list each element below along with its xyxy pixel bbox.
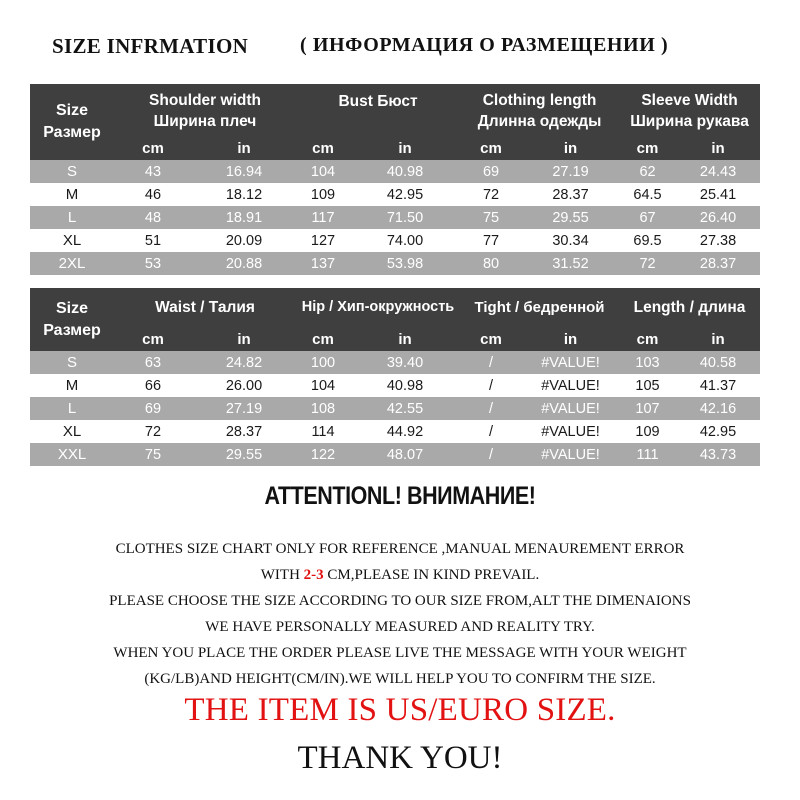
table-cell: 75 — [460, 206, 522, 229]
unit-label: in — [237, 330, 251, 348]
col-group-waist — [114, 288, 296, 327]
table-cell: 72 — [460, 183, 522, 206]
table-cell: #VALUE! — [522, 351, 619, 374]
size-table-lower — [30, 288, 760, 466]
table-cell: 63 — [114, 351, 192, 374]
col-group-label: Length / длина — [633, 299, 746, 316]
size-cell: M — [30, 374, 114, 397]
size-header — [30, 84, 114, 160]
table-cell: 43.73 — [676, 443, 760, 466]
size-cell: L — [30, 206, 114, 229]
table-row — [30, 420, 760, 443]
size-cell: XXL — [30, 443, 114, 466]
table-cell: 72 — [619, 252, 676, 275]
note-line: WHEN YOU PLACE THE ORDER PLEASE LIVE THE MESSAGE WITH YOUR WEIGHT — [113, 645, 687, 661]
table-cell: / — [460, 443, 522, 466]
table-cell: 103 — [619, 351, 676, 374]
size-header-ru: Размер — [43, 321, 101, 339]
table-cell: 69.5 — [619, 229, 676, 252]
table-cell: 69 — [114, 397, 192, 420]
table-cell: / — [460, 351, 522, 374]
table-cell: 16.94 — [192, 160, 296, 183]
table-cell: 30.34 — [522, 229, 619, 252]
table-cell: 111 — [619, 443, 676, 466]
col-group-hip — [296, 288, 460, 327]
tolerance-value: 2-3 — [303, 567, 324, 583]
table-cell: 28.37 — [676, 252, 760, 275]
unit-label: cm — [636, 330, 659, 348]
table-row — [30, 351, 760, 374]
table-cell: 18.91 — [192, 206, 296, 229]
thank-you: THANK YOU! — [297, 740, 503, 776]
note-text: CM,PLEASE IN KIND PREVAIL. — [323, 567, 540, 583]
table-cell: 75 — [114, 443, 192, 466]
table-cell: 44.92 — [350, 420, 460, 443]
size-table-upper — [30, 84, 760, 275]
table-cell: 100 — [296, 351, 350, 374]
unit-label: in — [563, 330, 578, 348]
table-cell: 71.50 — [350, 206, 460, 229]
unit-label: in — [237, 140, 251, 157]
table-cell: / — [460, 397, 522, 420]
table-cell: 40.98 — [350, 160, 460, 183]
table-row — [30, 183, 760, 206]
table-cell: 137 — [296, 252, 350, 275]
size-cell: L — [30, 397, 114, 420]
table-cell: 27.38 — [676, 229, 760, 252]
table-cell: 77 — [460, 229, 522, 252]
col-group-shoulder-width — [114, 84, 296, 137]
col-group-clothing-length — [460, 84, 619, 137]
table-cell: 43 — [114, 160, 192, 183]
table-cell: 72 — [114, 420, 192, 443]
table-cell: 29.55 — [192, 443, 296, 466]
size-cell: S — [30, 351, 114, 374]
table-cell: 48.07 — [350, 443, 460, 466]
table-cell: 42.95 — [350, 183, 460, 206]
note-line: CLOTHES SIZE CHART ONLY FOR REFERENCE ,MANUAL MENAUREMENT ERROR — [115, 541, 685, 557]
col-group-label: Clothing length — [482, 91, 597, 109]
table-cell: #VALUE! — [522, 420, 619, 443]
unit-label: in — [398, 330, 412, 348]
title-english: SIZE INFRMATION — [52, 34, 249, 58]
table-cell: 51 — [114, 229, 192, 252]
table-cell: 74.00 — [350, 229, 460, 252]
unit-label: cm — [480, 330, 502, 348]
table-cell: 40.98 — [350, 374, 460, 397]
table-cell: 27.19 — [522, 160, 619, 183]
table-cell: 80 — [460, 252, 522, 275]
col-group-label: Waist / Талия — [155, 299, 255, 316]
table-cell: 20.09 — [192, 229, 296, 252]
table-cell: 26.00 — [192, 374, 296, 397]
unit-label: in — [398, 140, 412, 157]
title-russian: ( ИНФОРМАЦИЯ О РАЗМЕЩЕНИИ ) — [300, 34, 669, 56]
unit-label: in — [563, 140, 578, 157]
table-cell: #VALUE! — [522, 443, 619, 466]
table-cell: 24.43 — [676, 160, 760, 183]
col-group-label: Sleeve Width — [641, 91, 738, 109]
size-header-ru: Размер — [43, 124, 101, 141]
notes-block — [0, 536, 800, 692]
unit-label: in — [711, 140, 725, 157]
table-cell: 28.37 — [522, 183, 619, 206]
table-cell: 27.19 — [192, 397, 296, 420]
table-cell: 41.37 — [676, 374, 760, 397]
size-cell: M — [30, 183, 114, 206]
table-cell: #VALUE! — [522, 374, 619, 397]
table-cell: 114 — [296, 420, 350, 443]
table-row — [30, 229, 760, 252]
size-header-en: Size — [55, 299, 88, 317]
col-group-label: Ширина рукава — [630, 112, 749, 130]
us-euro-notice: THE ITEM IS US/EURO SIZE. — [184, 692, 616, 728]
unit-label: cm — [636, 140, 659, 157]
note-text: WITH — [260, 567, 304, 583]
unit-label: cm — [142, 330, 164, 348]
size-cell: XL — [30, 420, 114, 443]
table-cell: 109 — [296, 183, 350, 206]
note-line: WE HAVE PERSONALLY MEASURED AND REALITY TRY. — [205, 619, 595, 635]
table-cell: 18.12 — [192, 183, 296, 206]
table-cell: #VALUE! — [522, 397, 619, 420]
table-cell: 104 — [296, 374, 350, 397]
size-cell: 2XL — [30, 252, 114, 275]
col-group-label: Ширина плеч — [153, 112, 257, 130]
table-cell: 25.41 — [676, 183, 760, 206]
table-row — [30, 252, 760, 275]
unit-label: cm — [312, 140, 334, 157]
attention-heading: ATTENTIONL! ВНИМАНИЕ! — [264, 482, 536, 510]
table-cell: 108 — [296, 397, 350, 420]
table-row — [30, 206, 760, 229]
table-cell: 105 — [619, 374, 676, 397]
col-group-label: Bust Бюст — [338, 93, 418, 110]
table-cell: 104 — [296, 160, 350, 183]
table-cell: 127 — [296, 229, 350, 252]
table-cell: 53.98 — [350, 252, 460, 275]
size-cell: S — [30, 160, 114, 183]
table-cell: 53 — [114, 252, 192, 275]
note-line: (KG/LB)AND HEIGHT(CM/IN).WE WILL HELP YOU TO CONFIRM THE SIZE. — [144, 671, 656, 687]
unit-label: cm — [312, 330, 334, 348]
table-cell: 109 — [619, 420, 676, 443]
col-group-label: Tight / бедренной — [474, 299, 605, 316]
table-cell: 42.16 — [676, 397, 760, 420]
table-row — [30, 443, 760, 466]
table-cell: 28.37 — [192, 420, 296, 443]
size-header — [30, 288, 114, 351]
table-cell: 117 — [296, 206, 350, 229]
table-cell: 107 — [619, 397, 676, 420]
col-group-sleeve-width — [619, 84, 760, 137]
table-cell: 67 — [619, 206, 676, 229]
table-cell: / — [460, 420, 522, 443]
table-row — [30, 397, 760, 420]
table-cell: / — [460, 374, 522, 397]
table-cell: 46 — [114, 183, 192, 206]
table-cell: 42.95 — [676, 420, 760, 443]
table-cell: 62 — [619, 160, 676, 183]
col-group-label: Hip / Хип-окружность — [301, 299, 455, 315]
col-group-bust — [296, 84, 460, 137]
col-group-length — [619, 288, 760, 327]
note-line — [0, 562, 800, 588]
table-cell: 64.5 — [619, 183, 676, 206]
table-cell: 48 — [114, 206, 192, 229]
page-title — [0, 30, 800, 70]
table-cell: 20.88 — [192, 252, 296, 275]
col-group-label: Длинна одежды — [477, 112, 602, 130]
unit-label: in — [711, 330, 725, 348]
table-row — [30, 374, 760, 397]
table-cell: 122 — [296, 443, 350, 466]
table-cell: 42.55 — [350, 397, 460, 420]
unit-label: cm — [142, 140, 164, 157]
col-group-tight — [460, 288, 619, 327]
table-cell: 29.55 — [522, 206, 619, 229]
note-line: PLEASE CHOOSE THE SIZE ACCORDING TO OUR SIZE FROM,ALT THE DIMENAIONS — [109, 593, 691, 609]
table-cell: 40.58 — [676, 351, 760, 374]
table-cell: 39.40 — [350, 351, 460, 374]
table-cell: 26.40 — [676, 206, 760, 229]
table-row — [30, 160, 760, 183]
unit-label: cm — [480, 140, 502, 157]
table-cell: 24.82 — [192, 351, 296, 374]
table-cell: 69 — [460, 160, 522, 183]
table-cell: 66 — [114, 374, 192, 397]
col-group-label: Shoulder width — [149, 91, 261, 109]
table-cell: 31.52 — [522, 252, 619, 275]
size-header-en: Size — [55, 102, 88, 119]
size-cell: XL — [30, 229, 114, 252]
